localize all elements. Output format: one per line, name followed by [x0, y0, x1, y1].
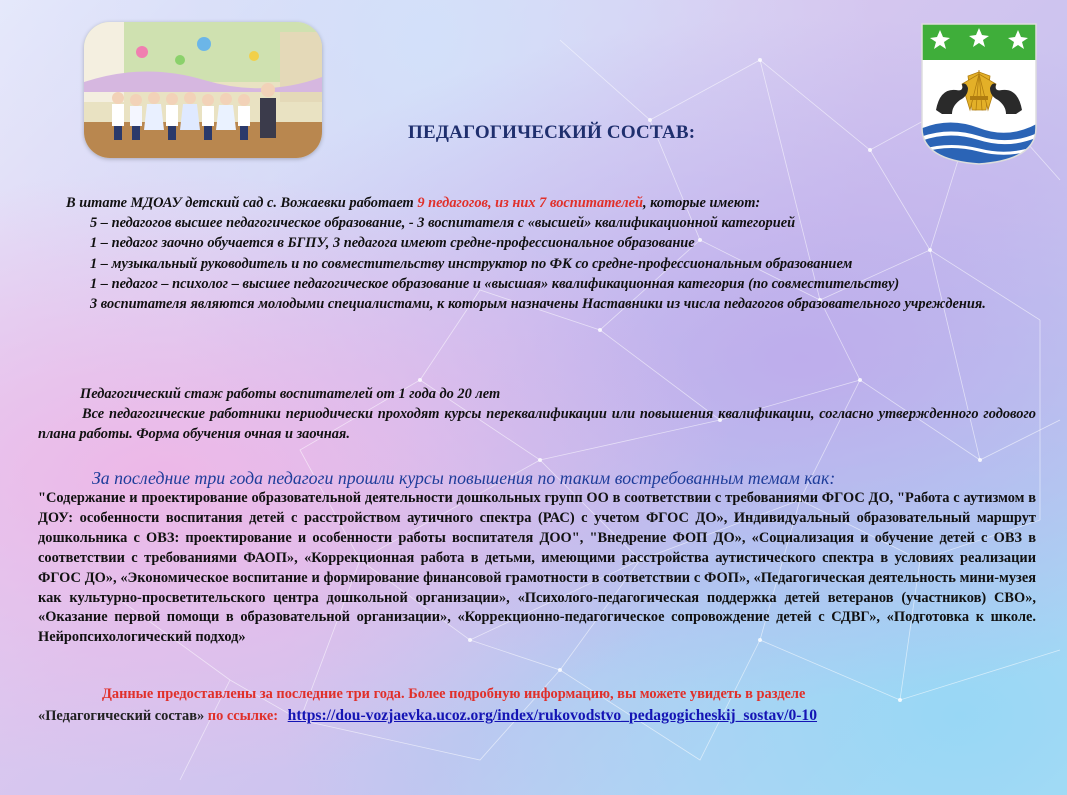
- experience-section: [38, 384, 1036, 445]
- staff-line-higher-education: 5 – педагогов высшее педагогическое образование, - 3 воспитателя с «высшей» квалификационной категорией: [90, 215, 796, 232]
- coat-of-arms-emblem: [918, 18, 1040, 168]
- staff-page-link[interactable]: https://dou-vozjaevka.ucoz.org/index/rukovodstvo_pedagogicheskij_sostav/0-10: [287, 707, 818, 724]
- page-title: ПЕДАГОГИЧЕСКИЙ СОСТАВ:: [408, 122, 696, 143]
- staff-line-correspondence: 1 – педагог заочно обучается в БГПУ, 3 педагога имеют средне-профессиональное образование: [90, 235, 695, 252]
- kindergarten-children-photo: [84, 22, 322, 158]
- staff-summary-end: , которые имеют:: [642, 195, 761, 211]
- courses-section: [38, 467, 1036, 648]
- footer-paragraph: [38, 684, 1036, 727]
- staff-line-psychologist: 1 – педагог – психолог – высшее педагогическое образование и «высшая» квалификационная категория (по совместительству): [90, 275, 900, 292]
- staff-intro: [38, 193, 1036, 314]
- staff-count-highlight: 9 педагогов, из них 7 воспитателей: [417, 195, 643, 211]
- staff-line-music-director: 1 – музыкальный руководитель и по совместительству инструктор по ФК со средне-профессиональным образованием: [90, 255, 853, 272]
- courses-lead: За последние три года педагоги прошли курсы повышения по таким востребованным темам как:: [92, 468, 836, 488]
- footer-note: [38, 684, 1036, 727]
- staff-summary: [38, 193, 1036, 213]
- footer-link-prefix: по ссылке:: [204, 708, 282, 724]
- footer-section-name: «Педагогический состав»: [38, 708, 205, 724]
- training-line: Все педагогические работники периодически проходят курсы переквалификации или повышения квалификации, согласно утвержденного годового плана работы. Форма обучения очная и заочная.: [38, 406, 1036, 443]
- experience-line: Педагогический стаж работы воспитателей от 1 года до 20 лет: [80, 386, 501, 402]
- footer-note-start: Данные предоставлены за последние три года. Более подробную информацию, вы можете увидеть в разделе: [102, 686, 806, 702]
- courses-list: "Содержание и проектирование образовательной деятельности дошкольных групп ОО в соответствии с требованиями ФГОС ДО, "Работа с аутизмом в ДОУ: особенности воспитания детей с расстройством аутичного спектра (РАС) с учетом ФГОС ДО», Индивидуальный образовательный маршрут дошкольника с ОВЗ: проектирование и особенности работы воспитателя ДОО", "Внедрение ФОП ДО», «Социализация и обучение детей с ОВЗ в соответствии с требованиями ФАОП», «Коррекционная работа в детьми, имеющими расстройства аутистического спектра в условиях реализации ФГОС ДО», «Экономическое воспитание и формирование финансовой грамотности в соответствии с ФОП», «Педагогическая деятельность мини-музея как культурно-просветительского центра дошкольной организации», «Психолого-педагогическая поддержка детей ветеранов (участников) СВО», «Оказание первой помощи в образовательной организации», «Коррекционно-педагогическое сопровождение детей с СДВГ», «Подготовка к школе. Нейропсихологический подход»: [38, 490, 1036, 646]
- staff-line-young-specialists: 3 воспитателя являются молодыми специалистами, к которым назначены Наставники из числа педагогов образовательного учреждения.: [90, 296, 986, 313]
- staff-summary-start: В штате МДОАУ детский сад с. Вожаевки работает: [66, 195, 418, 211]
